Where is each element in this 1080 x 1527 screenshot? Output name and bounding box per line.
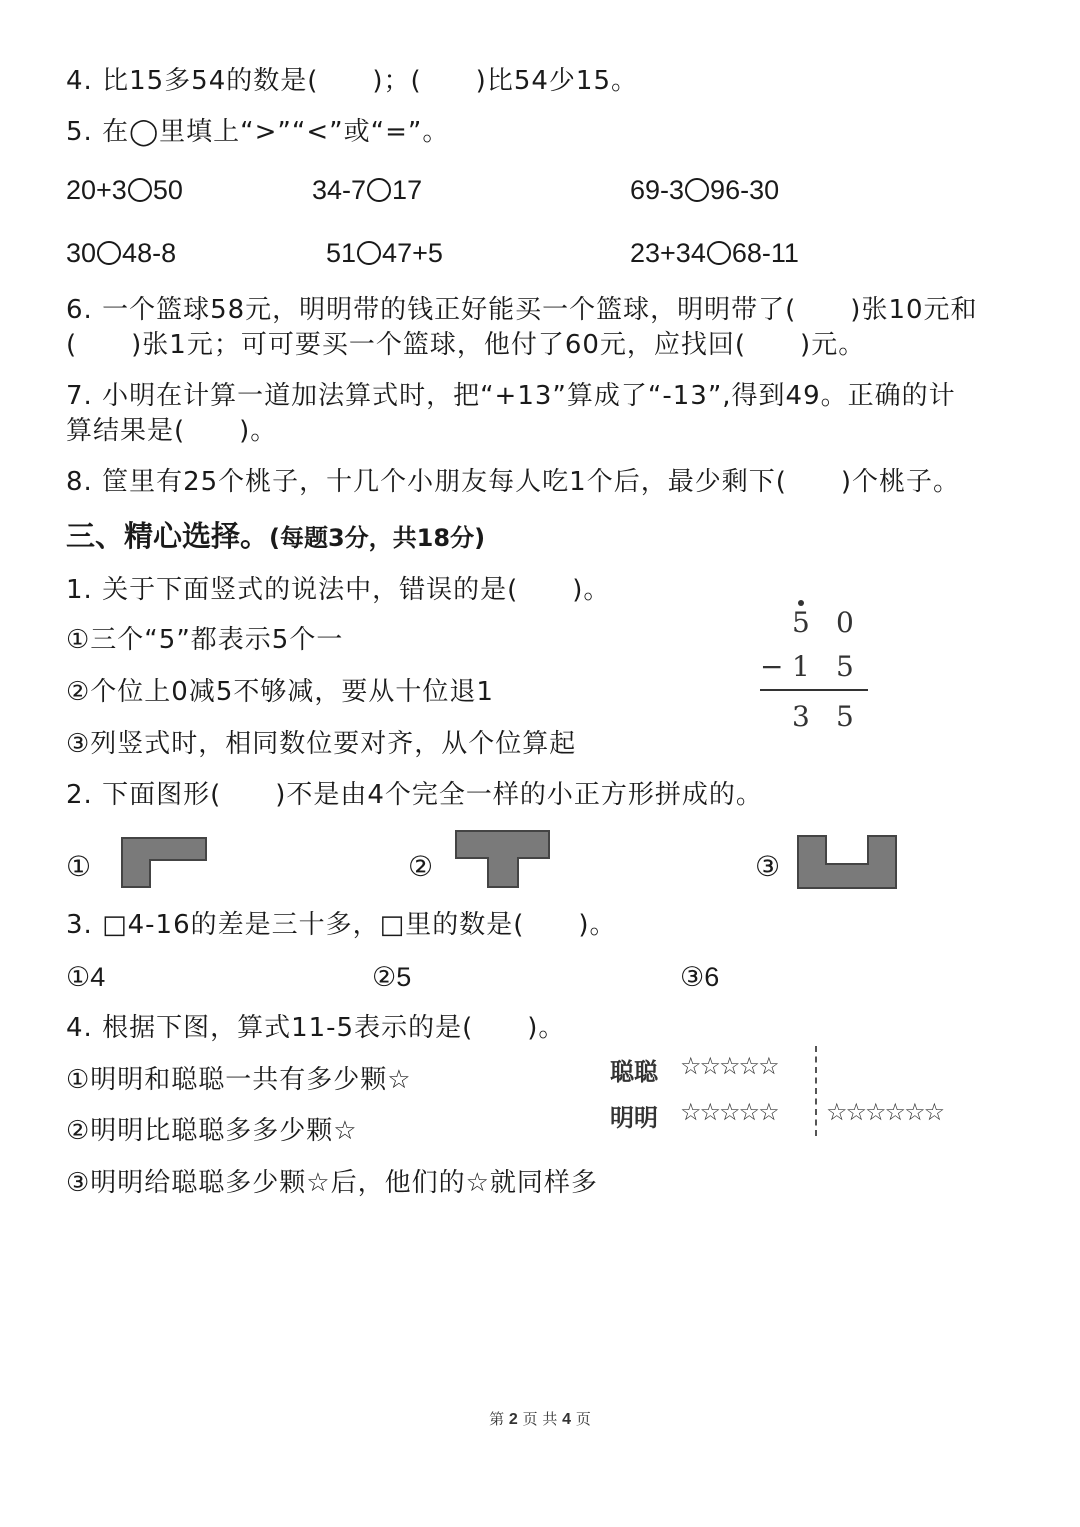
- question-8: 8. 筐里有25个桃子，十几个小朋友每人吃1个后，最少剩下( )个桃子。: [66, 467, 960, 497]
- answer-circle[interactable]: [97, 241, 121, 265]
- choice-3-option-3[interactable]: ③6: [680, 962, 720, 992]
- choice-2-question: 2. 下面图形( )不是由4个完全一样的小正方形拼成的。: [66, 780, 763, 810]
- u-shape-figure: [796, 834, 900, 892]
- choice-1-option-1[interactable]: ①三个“5”都表示5个一: [66, 625, 344, 655]
- answer-circle[interactable]: [128, 178, 152, 202]
- choice-1-option-2[interactable]: ②个位上0减5不够减，要从十位退1: [66, 677, 494, 707]
- shape-option-3-label[interactable]: ③: [755, 850, 781, 883]
- choice-4-option-1[interactable]: ①明明和聪聪一共有多少颗☆: [66, 1065, 412, 1095]
- question-7-line-2: 算结果是( )。: [66, 416, 278, 446]
- answer-circle[interactable]: [685, 178, 709, 202]
- compare-item: 34-7 17: [312, 175, 423, 205]
- star-icon-group: ☆☆☆☆☆: [680, 1052, 778, 1080]
- question-5-title: 5. 在◯里填上“>”“<”或“=”。: [66, 117, 450, 147]
- compare-item: 30 48-8: [66, 238, 177, 268]
- question-6-line-1: 6. 一个篮球58元，明明带的钱正好能买一个篮球，明明带了( )张10元和: [66, 295, 978, 325]
- row-label-congcong: 聪聪: [610, 1057, 658, 1086]
- choice-3-question: 3. □4-16的差是三十多，□里的数是( )。: [66, 910, 617, 940]
- answer-circle[interactable]: [357, 241, 381, 265]
- compare-item: 69-3 96-30: [630, 175, 780, 205]
- section-3-heading: 三、精心选择。(每题3分，共18分): [66, 519, 486, 553]
- question-7-line-1: 7. 小明在计算一道加法算式时，把“+13”算成了“-13”,得到49。正确的计: [66, 381, 956, 411]
- choice-3-option-2[interactable]: ②5: [372, 962, 412, 992]
- divider-dashed-line: [815, 1046, 817, 1136]
- question-4: 4. 比15多54的数是( )；( )比54少15。: [66, 66, 638, 96]
- answer-circle[interactable]: [367, 178, 391, 202]
- question-6-line-2: ( )张1元；可可要买一个篮球，他付了60元，应找回( )元。: [66, 330, 866, 360]
- l-shape-figure: [120, 836, 210, 890]
- star-icon-group: ☆☆☆☆☆☆: [826, 1098, 944, 1126]
- page-footer: 第 2 页 共 4 页: [489, 1410, 591, 1428]
- vertical-subtraction: 5 0 − 1 5 3 5: [756, 598, 876, 748]
- t-shape-figure: [454, 829, 552, 891]
- choice-4-option-3[interactable]: ③明明给聪聪多少颗☆后，他们的☆就同样多: [66, 1168, 598, 1198]
- shape-option-1-label[interactable]: ①: [66, 850, 92, 883]
- choice-4-question: 4. 根据下图，算式11-5表示的是( )。: [66, 1013, 566, 1043]
- star-icon-group: ☆☆☆☆☆: [680, 1098, 778, 1126]
- compare-item: 20+3 50: [66, 175, 183, 205]
- compare-item: 23+34 68-11: [630, 238, 799, 268]
- choice-1-question: 1. 关于下面竖式的说法中，错误的是( )。: [66, 575, 611, 605]
- choice-1-option-3[interactable]: ③列竖式时，相同数位要对齐，从个位算起: [66, 729, 577, 759]
- compare-item: 51 47+5: [326, 238, 443, 268]
- answer-circle[interactable]: [707, 241, 731, 265]
- choice-4-option-2[interactable]: ②明明比聪聪多多少颗☆: [66, 1116, 358, 1146]
- row-label-mingming: 明明: [610, 1103, 658, 1132]
- sum-line: [760, 689, 868, 691]
- choice-3-option-1[interactable]: ①4: [66, 962, 106, 992]
- shape-option-2-label[interactable]: ②: [408, 850, 434, 883]
